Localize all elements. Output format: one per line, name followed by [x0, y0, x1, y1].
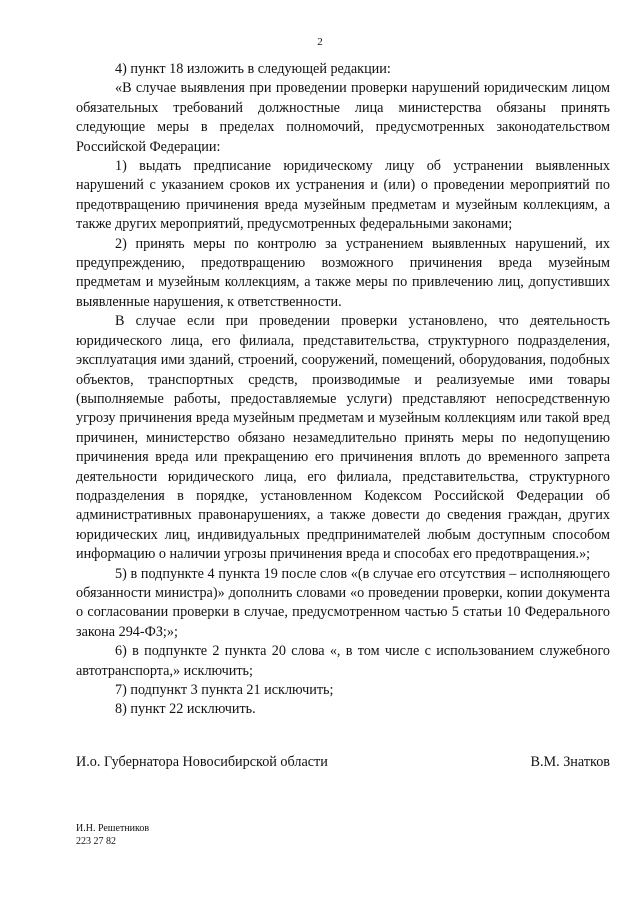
- paragraph-item-7: 7) подпункт 3 пункта 21 исключить;: [115, 682, 334, 698]
- paragraph-subitem-2: 2) принять меры по контролю за устранением выявленных нарушений, их предупреждению, предотвращению возможного причинения вреда музейным предметам и музейным коллекциям, а также меры по привлечению лиц, допустивших выявленные нарушения, к ответственности.: [76, 235, 610, 310]
- page-number: 2: [317, 36, 323, 48]
- paragraph-item-5: 5) в подпункте 4 пункта 19 после слов «(в случае его отсутствия – исполняющего обязанности министра)» дополнить словами «о проведении проверки, копии документа о согласовании проверки в случае, предусмотренном частью 5 статьи 10 Федерального закона 294-ФЗ;»;: [76, 565, 610, 640]
- paragraph-quoted-intro: «В случае выявления при проведении проверки нарушений юридическим лицом обязательных требований должностные лица министерства обязаны принять следующие меры в пределах полномочий, предусмотренных законодательством Российской Федерации:: [76, 80, 610, 155]
- executor-phone: 223 27 82: [76, 835, 116, 847]
- paragraph-threat-case: В случае если при проведении проверки установлено, что деятельность юридического лица, его филиала, представительства, структурного подразделения, эксплуатация ими зданий, строений, сооружений, помещений, оборудования, подобных объектов, транспортных средств, производимые и реализуемые ими товары (выполняемые работы, предоставляемые услуги) представляют непосредственную угрозу причинения вреда музейным предметам и музейным коллекциям или такой вред причинен, министерство обязано незамедлительно принять меры по недопущению причинения вреда или прекращению его причинения вплоть до временного запрета деятельности юридического лица, его филиала, представительства, структурного подразделения в порядке, установленном Кодексом Российской Федерации об административных правонарушениях, а также довести до сведения граждан, других юридических лиц, индивидуальных предпринимателей любым доступным способом информацию о наличии угрозы причинения вреда и способах его предотвращения.»;: [76, 313, 610, 563]
- executor-name: И.Н. Решетников: [76, 823, 150, 834]
- paragraph-item-4-heading: 4) пункт 18 изложить в следующей редакции:: [115, 61, 391, 77]
- paragraph-item-6: 6) в подпункте 2 пункта 20 слова «, в том числе с использованием служебного автотранспорта,» исключить;: [76, 643, 610, 679]
- executor-block: [76, 823, 149, 848]
- paragraph-subitem-1: 1) выдать предписание юридическому лицу об устранении выявленных нарушений с указанием сроков их устранения и (или) о проведении мероприятий по предотвращению причинения вреда музейным предметам и музейным коллекциям, а также других мероприятий, предусмотренных федеральными законами;: [76, 158, 610, 233]
- paragraph-item-8: 8) пункт 22 исключить.: [115, 701, 256, 718]
- signatory-position: И.о. Губернатора Новосибирской области: [76, 754, 328, 770]
- document-body: [76, 60, 610, 720]
- signatory-name: В.М. Знатков: [530, 754, 610, 770]
